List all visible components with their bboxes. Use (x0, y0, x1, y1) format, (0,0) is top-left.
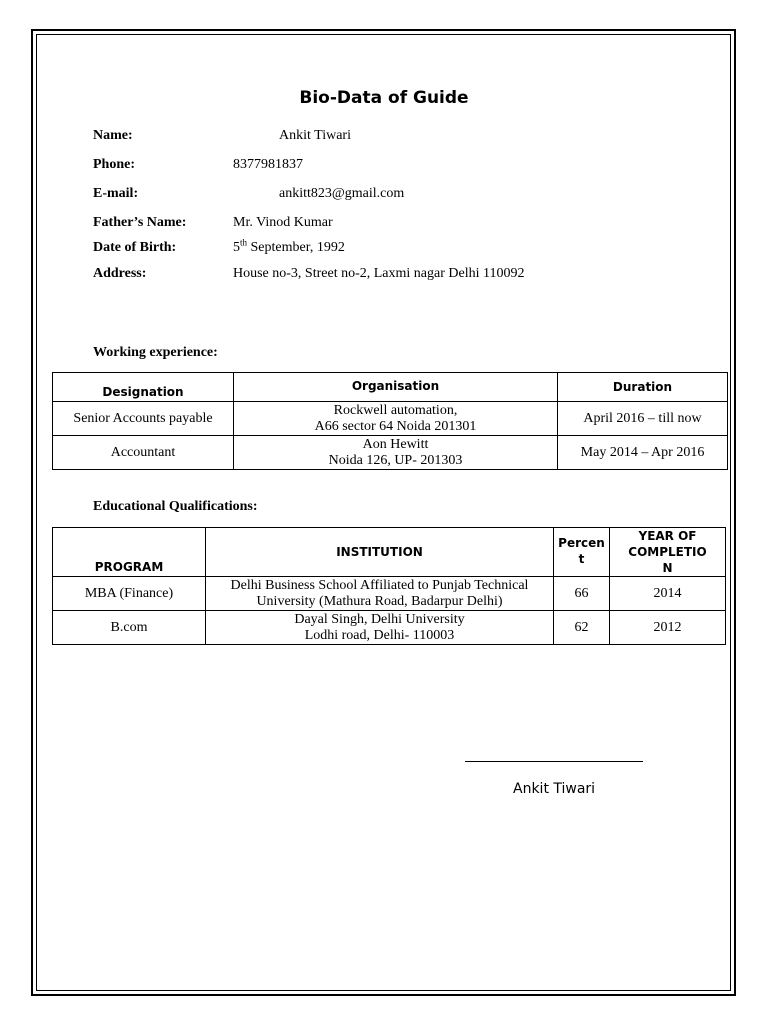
duration-cell: May 2014 – Apr 2016 (558, 436, 728, 470)
father-name-label: Father’s Name: (93, 215, 187, 230)
percent-header-line1: Percen (558, 536, 605, 550)
year-header-line2: COMPLETIO (628, 545, 707, 559)
dob-suffix: th (240, 237, 248, 248)
year-header-line3: N (662, 561, 673, 575)
organisation-header: Organisation (234, 373, 558, 402)
percent-cell: 62 (554, 611, 610, 645)
institution-cell (206, 611, 554, 645)
institution-line2: Lodhi road, Delhi- 110003 (304, 627, 455, 643)
document-title: Bio-Data of Guide (299, 88, 469, 108)
address-value: House no-3, Street no-2, Laxmi nagar Delhi 110092 (233, 266, 525, 281)
designation-cell: Senior Accounts payable (53, 402, 234, 436)
name-value: Ankit Tiwari (279, 128, 351, 143)
institution-header: INSTITUTION (206, 528, 554, 577)
percent-cell: 66 (554, 577, 610, 611)
percent-header (554, 528, 610, 577)
signature-name: Ankit Tiwari (513, 781, 596, 797)
table-row (53, 611, 726, 645)
experience-table (52, 372, 728, 470)
working-experience-heading: Working experience: (93, 345, 218, 360)
program-header: PROGRAM (53, 528, 206, 577)
year-header (610, 528, 726, 577)
name-label: Name: (93, 128, 133, 143)
year-cell: 2014 (610, 577, 726, 611)
organisation-cell (234, 436, 558, 470)
institution-line2: University (Mathura Road, Badarpur Delhi) (256, 593, 503, 609)
duration-header: Duration (558, 373, 728, 402)
educational-qualifications-heading: Educational Qualifications: (93, 499, 258, 514)
table-row (53, 402, 728, 436)
organisation-cell (234, 402, 558, 436)
table-row (53, 577, 726, 611)
email-label: E-mail: (93, 186, 139, 201)
organisation-line1: Aon Hewitt (362, 436, 429, 452)
phone-value: 8377981837 (233, 157, 303, 172)
dob-value (233, 237, 345, 256)
designation-cell: Accountant (53, 436, 234, 470)
email-value: ankitt823@gmail.com (279, 186, 405, 201)
organisation-line2: A66 sector 64 Noida 201301 (314, 418, 477, 434)
institution-line1: Dayal Singh, Delhi University (294, 611, 465, 627)
program-cell: MBA (Finance) (53, 577, 206, 611)
education-table (52, 527, 726, 645)
dob-rest: September, 1992 (247, 240, 345, 255)
father-name-value: Mr. Vinod Kumar (233, 215, 333, 230)
dob-label: Date of Birth: (93, 240, 177, 255)
year-cell: 2012 (610, 611, 726, 645)
address-label: Address: (93, 266, 147, 281)
experience-header-row (53, 373, 728, 402)
phone-label: Phone: (93, 157, 135, 172)
education-header-row (53, 528, 726, 577)
dob-day: 5 (233, 240, 240, 255)
designation-header: Designation (53, 373, 234, 402)
duration-cell: April 2016 – till now (558, 402, 728, 436)
institution-cell (206, 577, 554, 611)
percent-header-line2: t (578, 552, 585, 566)
organisation-line2: Noida 126, UP- 201303 (328, 452, 463, 468)
signature-line (465, 761, 643, 762)
table-row (53, 436, 728, 470)
institution-line1: Delhi Business School Affiliated to Punjab Technical (230, 577, 529, 593)
organisation-line1: Rockwell automation, (333, 402, 458, 418)
program-cell: B.com (53, 611, 206, 645)
year-header-line1: YEAR OF (638, 529, 697, 543)
